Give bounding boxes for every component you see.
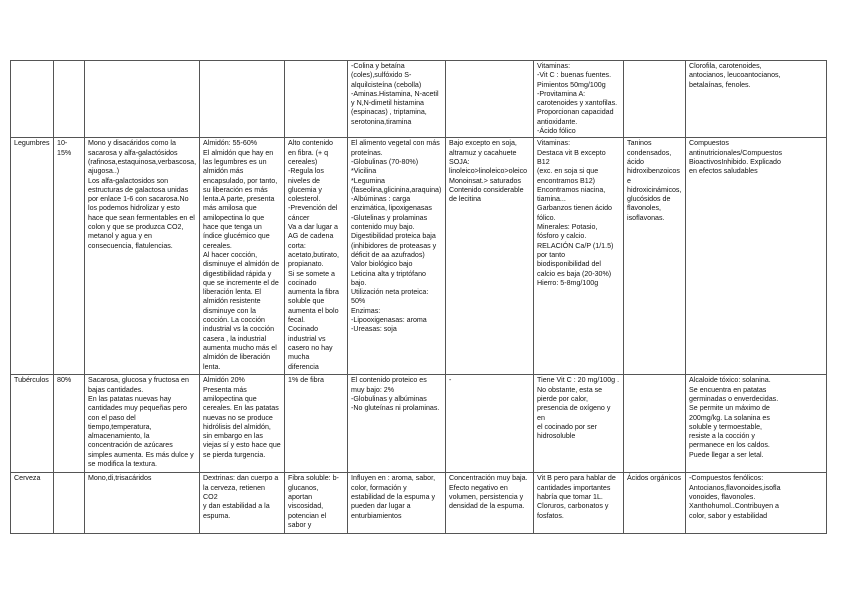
other-cell: -Compuestos fenólicos: Antocianos,flavonoides,isofla vonoides, flavonoles. Xanthohumol..Contribuyen a color, sabor y estabilidad — [686, 473, 827, 534]
table-row — [11, 61, 827, 138]
starch-cell — [200, 61, 285, 138]
organic-cell — [624, 375, 686, 473]
starch-cell: Almidón 20% Presenta más amilopectina que cereales. En las patatas nuevas no se produce hidrólisis del almidón, sin embargo en las viejas sí y esto hace que se pierda turgencia. — [200, 375, 285, 473]
other-cell: Clorofila, carotenoides, antocianos, leucoantocianos, betalaínas, fenoles. — [686, 61, 827, 138]
starch-cell: Almidón: 55-60% El almidón que hay en las legumbres es un almidón más encapsulado, por tanto, su liberación es más lenta.A parte, presenta más amilosa que amilopectina lo que hace que tenga un índice glucémico que cereales. Al hacer cocción, disminuye el almidón de digestibilidad rápida y que se incremente el de liberación lenta. El almidón resistente disminuye con la cocción. La cocción industrial vs la cocción casera , la industrial aumenta mucho más el almidón de liberación lenta. — [200, 138, 285, 375]
table-row — [11, 375, 827, 473]
nutrition-table — [10, 60, 827, 534]
sugars-cell: Mono y disacáridos como la sacarosa y alfa-galactósidos (rafinosa,estaquinosa,verbascosa, ajugosa..) Los alfa-galactosidos son estructuras de galactosa unidas por enlace 1-6 con sacarosa.No los podemos hidrolizar y esto hace que sean fermentables en el colon y que se produzca CO2, metanol y agua y en consecuencia, flatulencias. — [85, 138, 200, 375]
lipids-cell: Concentración muy baja. Efecto negativo en volumen, persistencia y densidad de la espuma. — [446, 473, 534, 534]
table-row — [11, 138, 827, 375]
organic-cell: Taninos condensados, ácido hidroxibenzoicos e hidroxicinámicos, glucósidos de flavonoles, isoflavonas. — [624, 138, 686, 375]
organic-cell — [624, 61, 686, 138]
vitamins-cell: Vitaminas: -Vit C : buenas fuentes. Pimientos 50mg/100g -Provitamina A: carotenoides y xantofilas. Proporcionan capacidad antioxidante. -Ácido fólico — [534, 61, 624, 138]
fiber-cell: Alto contenido en fibra. (+ q cereales) -Regula los niveles de glucemia y colesterol. -Prevención del cáncer Va a dar lugar a AG de cadena corta: acetato,butirato, propianato. Si se somete a cocinado aumenta la fibra soluble que aumenta el bolo fecal. Cocinado industrial vs casero no hay mucha diferencia — [285, 138, 348, 375]
food-cell — [11, 61, 54, 138]
lipids-cell: - — [446, 375, 534, 473]
percent-cell — [54, 473, 85, 534]
proteins-cell: El contenido proteico es muy bajo: 2% -Globulinas y albúminas -No gluteínas ni prolaminas. — [348, 375, 446, 473]
proteins-cell: El alimento vegetal con más proteínas. -Globulinas (70-80%) *Vicilina *Legumina (faseolina,glicinina,araquina) -Albúminas : carga enzimática, lipoxigenasas -Glutelinas y prolaminas contenido muy bajo. Digestibilidad proteica baja (inhibidores de proteasas y déficit de aa azufrados) Valor biológico bajo Leticina alta y triptófano bajo. Utilización neta proteica: 50% Enzimas: -Lipooxigenasas: aroma -Ureasas: soja — [348, 138, 446, 375]
lipids-cell: Bajo excepto en soja, altramuz y cacahuete SOJA: linoleico>linoleico>oleico Monoinsat.> saturados Contenido considerable de lecitina — [446, 138, 534, 375]
percent-cell — [54, 61, 85, 138]
vitamins-cell: Tiene Vit C : 20 mg/100g . No obstante, esta se pierde por calor, presencia de oxígeno y en el cocinado por ser hidrosoluble — [534, 375, 624, 473]
fiber-cell: 1% de fibra — [285, 375, 348, 473]
food-cell: Tubérculos — [11, 375, 54, 473]
food-cell: Cerveza — [11, 473, 54, 534]
lipids-cell — [446, 61, 534, 138]
starch-cell: Dextrinas: dan cuerpo a la cerveza, retienen CO2 y dan estabilidad a la espuma. — [200, 473, 285, 534]
percent-cell: 10-15% — [54, 138, 85, 375]
table-row — [11, 473, 827, 534]
fiber-cell: Fibra soluble: b- glucanos, aportan viscosidad, potencian el sabor y — [285, 473, 348, 534]
proteins-cell: -Colina y betaína (coles),sulfóxido S- alquilcisteína (cebolla) -Aminas.Histamina, N-acetil y N,N-dimetil histamina (espinacas) , triptamina, serotonina,tiramina — [348, 61, 446, 138]
organic-cell: Ácidos orgánicos — [624, 473, 686, 534]
percent-cell: 80% — [54, 375, 85, 473]
proteins-cell: Influyen en : aroma, sabor, color, formación y estabilidad de la espuma y pueden dar lugar a enturbiamientos — [348, 473, 446, 534]
sugars-cell — [85, 61, 200, 138]
sugars-cell: Sacarosa, glucosa y fructosa en bajas cantidades. En las patatas nuevas hay cantidades muy pequeñas pero con el paso del tiempo,temperatura, almacenamiento, la concentración de azúcares simples aumenta. Es más dulce y se modifica la textura. — [85, 375, 200, 473]
vitamins-cell: Vit B pero para hablar de cantidades importantes habría que tomar 1L. Cloruros, carbonatos y fosfatos. — [534, 473, 624, 534]
other-cell: Alcaloide tóxico: solanina. Se encuentra en patatas germinadas o enverdecidas. Se permite un máximo de 200mg/kg. La solanina es soluble y termoestable, resiste a la cocción y permanece en los caldos. Puede llegar a ser letal. — [686, 375, 827, 473]
fiber-cell — [285, 61, 348, 138]
vitamins-cell: Vitaminas: Destaca vit B excepto B12 (exc. en soja si que encontramos B12) Encontramos niacina, tiamina... Garbanzos tienen ácido fólico. Minerales: Potasio, fósforo y calcio. RELACIÓN Ca/P (1/1.5) por tanto biodisponibilidad del calcio es baja (20-30%) Hierro: 5-8mg/100g — [534, 138, 624, 375]
food-cell: Legumbres — [11, 138, 54, 375]
sugars-cell: Mono,di,trisacáridos — [85, 473, 200, 534]
other-cell: Compuestos antinutricionales/Compuestos BioactivosInhibido. Explicado en efectos saludables — [686, 138, 827, 375]
